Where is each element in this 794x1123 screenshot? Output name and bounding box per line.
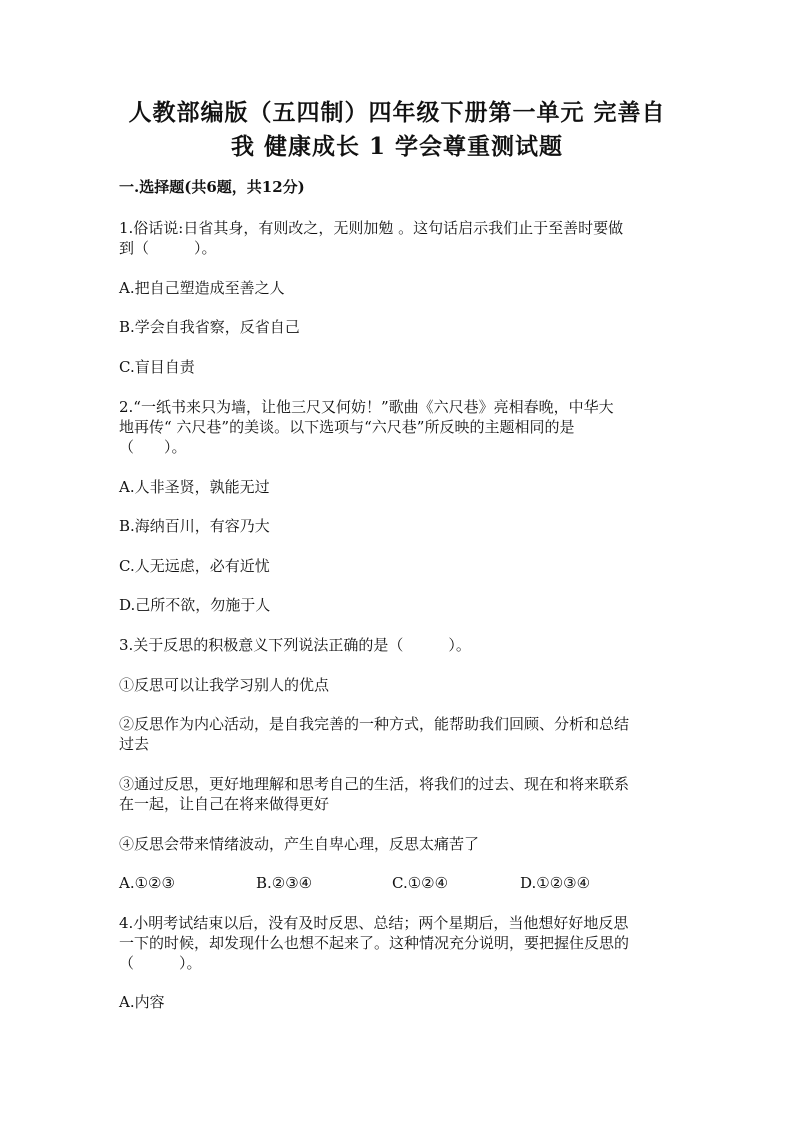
title-line-2: 我 健康成长 1 学会尊重测试题 <box>230 133 564 160</box>
q3-statement-3-line-2: 在一起，让自己在将来做得更好 <box>119 795 330 813</box>
q1-stem-line-1: 1.俗话说:日省其身，有则改之，无则加勉 。这句话启示我们止于至善时要做 <box>119 219 624 237</box>
q1-stem-line-2: 到（ ）。 <box>119 239 217 257</box>
q1-option-b: B.学会自我省察，反省自己 <box>119 318 300 336</box>
q4-stem-line-2: 一下的时候，却发现什么也想不起来了。这种情况充分说明，要把握住反思的 <box>119 934 630 952</box>
q3-stem: 3.关于反思的积极意义下列说法正确的是（ ）。 <box>119 636 471 654</box>
page-title <box>100 96 694 164</box>
q1-option-c: C.盲目自责 <box>119 358 195 376</box>
q2-option-d: D.己所不欲，勿施于人 <box>119 596 271 614</box>
q2-option-a: A.人非圣贤，孰能无过 <box>119 478 270 496</box>
q3-option-a: A.①②③ <box>119 874 175 892</box>
q3-option-b: B.②③④ <box>256 874 313 892</box>
q2-option-b: B.海纳百川，有容乃大 <box>119 517 270 535</box>
q3-option-d: D.①②③④ <box>520 874 591 892</box>
q2-stem-line-3: （ ）。 <box>119 438 187 456</box>
q3-option-c: C.①②④ <box>392 874 449 892</box>
q3-statement-4: ④反思会带来情绪波动，产生自卑心理，反思太痛苦了 <box>119 835 480 853</box>
q3-statement-1: ①反思可以让我学习别人的优点 <box>119 676 330 694</box>
q2-option-c: C.人无远虑，必有近忧 <box>119 557 270 575</box>
q1-option-a: A.把自己塑造成至善之人 <box>119 279 285 297</box>
q2-stem-line-1: 2.“一纸书来只为墙，让他三尺又何妨！”歌曲《六尺巷》亮相春晚，中华大 <box>119 398 614 416</box>
q3-statement-2-line-1: ②反思作为内心活动，是自我完善的一种方式，能帮助我们回顾、分析和总结 <box>119 715 630 733</box>
q4-option-a: A.内容 <box>119 993 165 1011</box>
q4-stem-line-1: 4.小明考试结束以后，没有及时反思、总结；两个星期后，当他想好好地反思 <box>119 914 629 932</box>
q4-stem-line-3: （ ）。 <box>119 954 202 972</box>
q2-stem-line-2: 地再传“ 六尺巷”的美谈。以下选项与“六尺巷”所反映的主题相同的是 <box>119 418 575 436</box>
q3-statement-2-line-2: 过去 <box>119 735 150 753</box>
q3-statement-3-line-1: ③通过反思，更好地理解和思考自己的生活，将我们的过去、现在和将来联系 <box>119 775 630 793</box>
section-heading: 一.选择题(共6题，共12分) <box>119 178 305 196</box>
title-line-1: 人教部编版（五四制）四年级下册第一单元 完善自 <box>128 99 666 126</box>
